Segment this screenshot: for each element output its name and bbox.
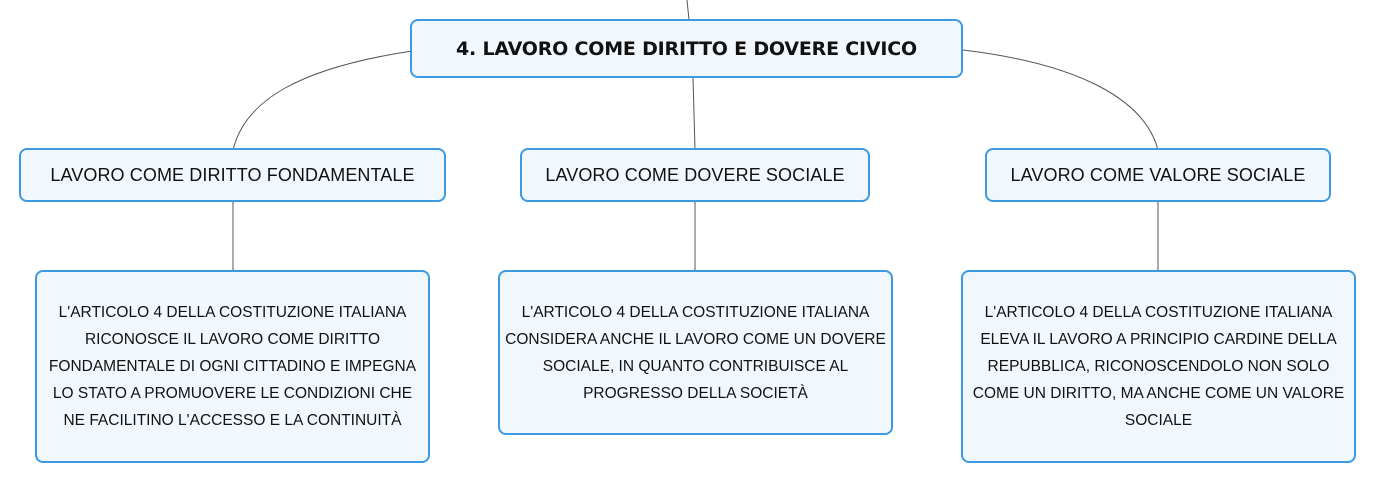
connector-root-to-topic-3 [963,50,1158,150]
root-node[interactable] [410,19,963,78]
detail-node-valore-sociale[interactable] [961,270,1356,463]
topic-label: LAVORO COME DOVERE SOCIALE [545,164,845,185]
detail-text: L'ARTICOLO 4 DELLA COSTITUZIONE ITALIANA RICONOSCE IL LAVORO COME DIRITTO FONDAMENTALE DI OGNI CITTADINO E IMPEGNA LO STATO A PROMUOVERE LE CONDIZIONI CHE NE FACILITINO L'ACCESSO E LA CONTINUITÀ [48,304,417,429]
topic-node-dovere-sociale[interactable] [520,148,870,202]
detail-text: L'ARTICOLO 4 DELLA COSTITUZIONE ITALIANA ELEVA IL LAVORO A PRINCIPIO CARDINE DELLA REPUBBLICA, RICONOSCENDOLO NON SOLO COME UN DIRITTO, MA ANCHE COME UN VALORE SOCIALE [972,304,1345,429]
root-node-title: 4. LAVORO COME DIRITTO E DOVERE CIVICO [456,37,917,60]
topic-label: LAVORO COME VALORE SOCIALE [1010,164,1306,185]
detail-text: L'ARTICOLO 4 DELLA COSTITUZIONE ITALIANA CONSIDERA ANCHE IL LAVORO COME UN DOVERE SOCIALE, IN QUANTO CONTRIBUISCE AL PROGRESSO DELLA SOCIETÀ [505,303,886,402]
topic-node-diritto-fondamentale[interactable] [19,148,446,202]
detail-node-diritto-fondamentale[interactable] [35,270,430,463]
connector-root-to-topic-1 [233,51,412,150]
connector-root-to-topic-2 [693,77,695,150]
detail-node-dovere-sociale[interactable] [498,270,893,435]
topic-label: LAVORO COME DIRITTO FONDAMENTALE [50,164,415,185]
topic-node-valore-sociale[interactable] [985,148,1331,202]
connector-parent-to-root [687,0,689,20]
